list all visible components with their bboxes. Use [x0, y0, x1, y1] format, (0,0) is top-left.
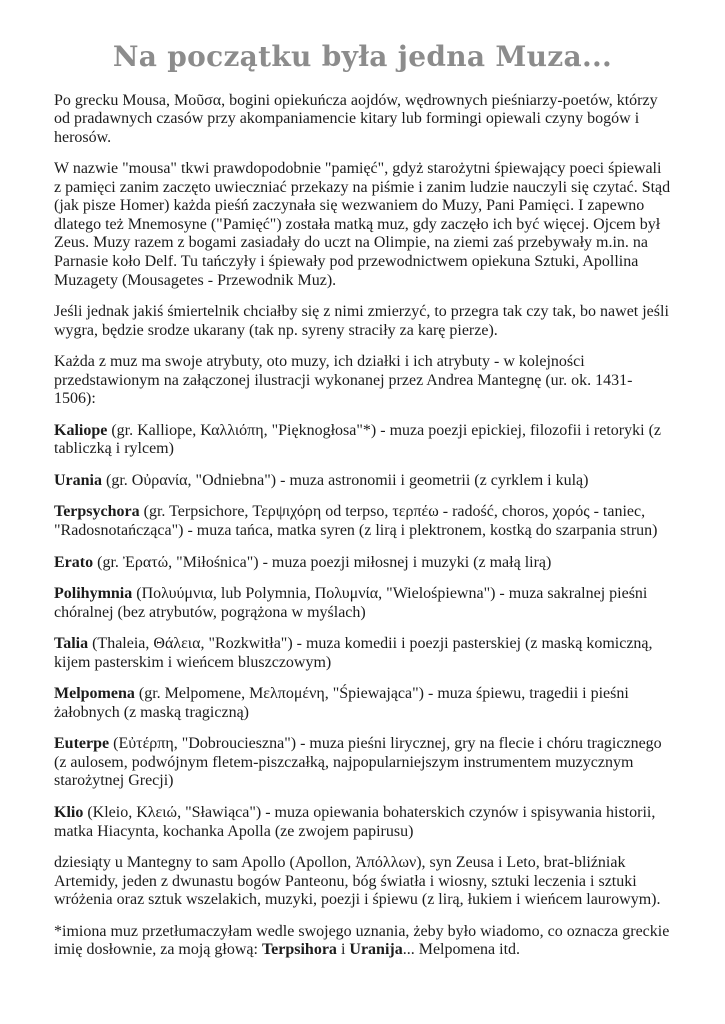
intro-paragraph-2: W nazwie "mousa" tkwi prawdopodobnie "pamięć", gdyż starożytni śpiewający poeci śpiewali z pamięci zanim zaczęto uwieczniać przekazy na piśmie i zanim ludzie nauczyli się czytać. Stąd (jak pisze Homer) każda pieśń zaczynała się wezwaniem do Muzy, Pani Pamięci. I zapewno dlatego też Mnemosyne ("Pamięć") została matką muz, gdy zaczęło ich być więcej. Ojcem był Zeus. Muzy razem z bogami zasiadały do uczt na Olimpie, na ziemi zaś przebywały m.in. na Parnasie koło Delf. Tu tańczyły i śpiewały pod przewodnictwem opiekuna Sztuki, Apollina Muzagety (Mousagetes - Przewodnik Muz). [54, 160, 671, 289]
muse-description: (gr. Terpsichore, Τερψιχόρη od terpso, τερπέω - radość, choros, χορός - taniec, "Radosnotańcząca") - muza tańca, matka syren (z lirą i plektronem, kostką do szarpania strun) [54, 503, 658, 539]
footnote [54, 923, 671, 960]
muse-entry-erato [54, 554, 671, 573]
muse-entry-urania [54, 472, 671, 491]
muse-description: (gr. Kalliope, Καλλιόπη, "Pięknogłosa"*) - muza poezji epickiej, filozofii i retoryki (z tabliczką i rylcem) [54, 421, 662, 458]
footnote-text: i [336, 941, 350, 959]
muse-name: Euterpe [54, 735, 110, 753]
muse-name: Melpomena [54, 685, 135, 703]
muse-entry-melpomena [54, 685, 671, 722]
closing-paragraph: dziesiąty u Mantegny to sam Apollo (Apollon, Ἀπόλλων), syn Zeusa i Leto, brat-bliźniak Artemidy, jeden z dwunastu bogów Panteonu, bóg światła i wiosny, sztuki leczenia i sztuki wróżenia oraz sztuk wszelakich, muzyki, poezji i śpiewu (z lirą, łukiem i wieńcem laurowym). [54, 854, 661, 909]
footnote-bold-terpsihora: Terpsihora [261, 941, 337, 959]
footnote-text: *imiona muz przetłumaczyłam wedle swojego uznania, żeby było wiadomo, co oznacza greckie imię dosłownie, za moją głową: [54, 922, 670, 959]
muse-description: (gr. Melpomene, Μελπομένη, "Śpiewająca") - muza śpiewu, tragedii i pieśni żałobnych (z maską tragiczną) [54, 685, 629, 721]
muse-description: (Εὐτέρπη, "Dobroucieszna") - muza pieśni lirycznej, gry na flecie i chóru tragicznego (z aulosem, podwójnym fletem-piszczałką, najpopularniejszym instrumentem muzycznym starożytnej Grecji) [54, 735, 662, 790]
footnote-bold-uranija: Uranija [349, 941, 403, 959]
footnote-text: ... Melpomena itd. [402, 941, 521, 959]
muse-entry-talia [54, 635, 671, 672]
muse-description: (gr. Ἐρατώ, "Miłośnica") - muza poezji miłosnej i muzyki (z małą lirą) [93, 553, 552, 571]
muse-name: Kaliope [54, 421, 108, 439]
muse-description: (Thaleia, Θάλεια, "Rozkwitła") - muza komedii i poezji pasterskiej (z maską komiczną, kijem pasterskim i wieńcem bluszczowym) [54, 635, 653, 671]
muse-entry-klio [54, 804, 671, 841]
intro-paragraph-4: Każda z muz ma swoje atrybuty, oto muzy, ich działki i ich atrybuty - w kolejności przedstawionym na załączonej ilustracji wykonanej przez Andrea Mantegnę (ur. ok. 1431-1506): [54, 353, 633, 408]
muse-name: Talia [54, 635, 89, 653]
muse-entry-polihymnia [54, 585, 671, 622]
muse-name: Polihymnia [54, 585, 133, 603]
muse-description: (gr. Οὐρανία, "Odniebna") - muza astronomii i geometrii (z cyrklem i kulą) [102, 471, 589, 489]
muse-name: Terpsychora [54, 503, 140, 521]
muse-entry-terpsychora [54, 503, 671, 540]
intro-paragraph-3: Jeśli jednak jakiś śmiertelnik chciałby się z nimi zmierzyć, to przegra tak czy tak, bo nawet jeśli wygra, będzie srodze ukarany (tak np. syreny straciły za karę pierze). [54, 303, 669, 339]
muse-name: Klio [54, 804, 84, 821]
muse-entry-euterpe [54, 735, 671, 791]
intro-paragraph-1: Po grecku Mousa, Μοῦσα, bogini opiekuńcza aojdów, wędrownych pieśniarzy-poetów, którzy od pradawnych czasów przy akompaniamencie kitary lub formingi opiewali czyny bogów i herosów. [54, 91, 658, 146]
page-title: Na początku była jedna Muza... [112, 40, 613, 73]
muse-entry-kaliope [54, 422, 671, 459]
muse-description: (Πολυύμνια, lub Polymnia, Πολυμνία, "Wielośpiewna") - muza sakralnej pieśni chóralnej (bez atrybutów, pogrążona w myślach) [54, 585, 648, 621]
muse-name: Urania [54, 471, 102, 489]
muse-description: (Kleio, Κλειώ, "Sławiąca") - muza opiewania bohaterskich czynów i spisywania historii, matka Hiacynta, kochanka Apolla (ze zwojem papirusu) [54, 804, 656, 840]
muse-name: Erato [54, 553, 94, 571]
